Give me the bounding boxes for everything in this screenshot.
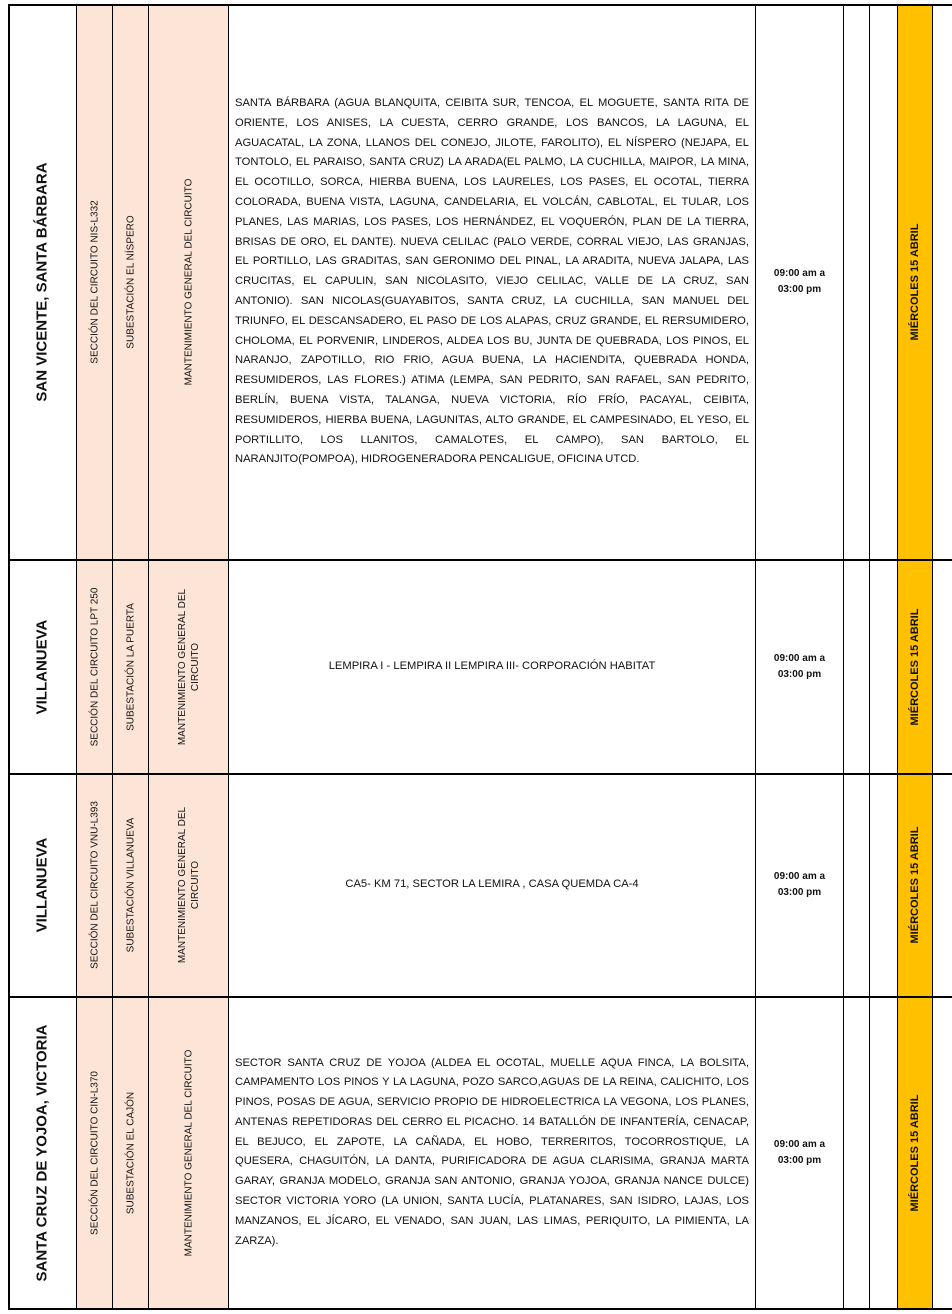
time-end: 03:00 pm xyxy=(777,887,822,898)
substation-cell xyxy=(113,774,149,996)
time-cell xyxy=(756,560,844,773)
date-cell xyxy=(898,560,933,773)
table-border xyxy=(8,1308,952,1310)
date-cell xyxy=(898,997,933,1308)
time-start: 09:00 am a xyxy=(773,268,826,279)
substation-cell xyxy=(113,560,149,773)
areas-cell xyxy=(229,5,756,559)
work-type-label: MANTENIMIENTO GENERAL DEL CIRCUITO xyxy=(176,588,201,745)
work-cell xyxy=(149,5,229,559)
time-range xyxy=(756,651,843,683)
section-cell xyxy=(77,774,113,996)
blank-cell xyxy=(933,997,952,1308)
work-type-label: MANTENIMIENTO GENERAL DEL CIRCUITO xyxy=(183,1049,194,1256)
time-range xyxy=(756,1137,843,1169)
blank-cell xyxy=(933,5,952,559)
time-start: 09:00 am a xyxy=(773,1138,826,1150)
date-cell xyxy=(898,5,933,559)
work-cell xyxy=(149,997,229,1308)
section-cell xyxy=(77,5,113,559)
row-divider xyxy=(8,559,952,561)
municipality-label: VILLANUEVA xyxy=(33,837,51,933)
blank-cell xyxy=(844,560,870,773)
substation-label: SUBESTACIÓN EL CAJÓN xyxy=(125,1091,136,1214)
blank-cell xyxy=(844,5,870,559)
affected-areas-text: SECTOR SANTA CRUZ DE YOJOA (ALDEA EL OCOTAL, MUELLE AQUA FINCA, LA BOLSITA, CAMPAMENTO LOS PINOS Y LA LAGUNA, POZO SARCO,AGUAS DE LA REINA, CALICHITO, LOS PINOS, POSAS DE AGUA, SERVICIO PROPIO DE HIDROELECTRICA LA VEGONA, LOS PLANES, ANTENAS REPETIDORAS DEL CERRO EL PICACHO. 14 BATALLÓN DE INFANTERÍA, CENACAP, EL BEJUCO, EL ZAPOTE, LA CAÑADA, EL HOBO, TERRERITOS, TOCORROSTIQUE, LA QUESERA, CHAGUITÓN, LA DANTA, PURIFICADORA DE AGUA CLARISIMA, GRANJA MARTA GARAY, GRANJA MODELO, GRANJA SAN ANTONIO, GRANJA YOJOA, GRANJA NANCE DULCE) SECTOR VICTORIA YORO (LA UNION, SANTA LUCÍA, PLATANARES, SAN ISIDRO, LAJAS, LOS MANZANOS, EL JÍCARO, EL VENADO, SAN JUAN, LAS LIMAS, PERIQUITO, LA PIMIENTA, LA ZARZA). xyxy=(235,1056,749,1247)
row-divider xyxy=(8,773,952,775)
work-cell xyxy=(149,774,229,996)
work-type-label: MANTENIMIENTO GENERAL DEL CIRCUITO xyxy=(183,178,194,386)
time-range xyxy=(756,266,843,298)
work-type-label: MANTENIMIENTO GENERAL DEL CIRCUITO xyxy=(176,806,201,964)
circuit-section-label: SECCIÓN DEL CIRCUITO NIS-L332 xyxy=(89,200,100,364)
areas-cell xyxy=(229,774,756,996)
municipality-cell xyxy=(8,774,77,996)
municipality-cell xyxy=(8,997,77,1308)
municipality-label: SANTA CRUZ DE YOJOA, VICTORIA xyxy=(33,1024,51,1281)
date-cell xyxy=(898,774,933,996)
time-end: 03:00 pm xyxy=(777,1154,822,1166)
time-cell xyxy=(756,774,844,996)
substation-cell xyxy=(113,5,149,559)
time-end: 03:00 pm xyxy=(777,284,822,295)
substation-label: SUBESTACIÓN EL NÍSPERO xyxy=(125,215,136,349)
blank-cell xyxy=(933,774,952,996)
time-end: 03:00 pm xyxy=(777,668,822,680)
circuit-section-label: SECCIÓN DEL CIRCUITO VNU-L393 xyxy=(89,801,100,969)
affected-areas-text: LEMPIRA I - LEMPIRA II LEMPIRA III- CORPORACIÓN HABITAT xyxy=(328,659,656,672)
date-label: MIÉRCOLES 15 ABRIL xyxy=(909,826,921,944)
time-range xyxy=(756,869,843,901)
areas-cell xyxy=(229,560,756,773)
circuit-section-label: SECCIÓN DEL CIRCUITO LPT 250 xyxy=(89,587,100,746)
time-start: 09:00 am a xyxy=(773,652,826,664)
blank-cell xyxy=(870,560,898,773)
blank-cell xyxy=(870,997,898,1308)
table-row xyxy=(8,5,952,559)
substation-label: SUBESTACIÓN LA PUERTA xyxy=(125,602,136,731)
blank-cell xyxy=(844,997,870,1308)
time-cell xyxy=(756,5,844,559)
date-label: MIÉRCOLES 15 ABRIL xyxy=(909,608,921,725)
table-row xyxy=(8,774,952,996)
municipality-cell xyxy=(8,5,77,559)
substation-cell xyxy=(113,997,149,1308)
row-divider xyxy=(8,996,952,998)
municipality-label: VILLANUEVA xyxy=(33,619,51,714)
affected-areas-text: CA5- KM 71, SECTOR LA LEMIRA , CASA QUEMDA CA-4 xyxy=(345,878,639,891)
section-cell xyxy=(77,997,113,1308)
work-cell xyxy=(149,560,229,773)
blank-cell xyxy=(844,774,870,996)
municipality-cell xyxy=(8,560,77,773)
municipality-label: SAN VICENTE, SANTA BÁRBARA xyxy=(33,162,51,402)
date-label: MIÉRCOLES 15 ABRIL xyxy=(909,223,921,341)
table-row xyxy=(8,997,952,1308)
time-start: 09:00 am a xyxy=(773,871,826,882)
blank-cell xyxy=(870,774,898,996)
date-label: MIÉRCOLES 15 ABRIL xyxy=(909,1094,921,1211)
blank-cell xyxy=(933,560,952,773)
affected-areas-text: SANTA BÁRBARA (AGUA BLANQUITA, CEIBITA SUR, TENCOA, EL MOGUETE, SANTA RITA DE ORIENTE, LOS ANISES, LA CUESTA, CERRO GRANDE, LOS BANCOS, LA LAGUNA, EL AGUACATAL, LA ZONA, LLANOS DEL CONEJO, JILOTE, FAROLITO), EL NÍSPERO (NEJAPA, EL TONTOLO, EL PARAISO, SANTA CRUZ) LA ARADA(EL PALMO, LA CUCHILLA, MAIPOR, LA MINA, EL OCOTILLO, SORCA, HIERBA BUENA, LOS LAURELES, LOS PASES, EL OCOTAL, TIERRA COLORADA, BUENA VISTA, LAGUNA, CANDELARIA, EL VOLCÁN, CABLOTAL, EL TULAR, LOS PLANES, LAS MARIAS, LOS PASES, LOS HERNÁNDEZ, EL VOQUERÓN, PLAN DE LA TIERRA, BRISAS DE ORO, EL DANTE). NUEVA CELILAC (PALO VERDE, CORRAL VIEJO, LAS GRANJAS, EL PORTILLO, LAS GRADITAS, SAN GERONIMO DEL PINAL, LA ARADITA, NUEVA JALAPA, LAS CRUCITAS, EL CAPULIN, SAN NICOLASITO, VIEJO CELILAC, VALLE DE LA CRUZ, SAN ANTONIO). SAN NICOLAS(GUAYABITOS, SANTA CRUZ, LA CUCHILLA, SAN MANUEL DEL TRIUNFO, EL DESCANSADERO, EL PASO DE LOS ALAPAS, CRUZ GRANDE, EL RERSUMIDERO, CHOLOMA, EL PORVENIR, LINDEROS, ALDEA LOS BU, JUNTA DE QUEBRADA, LOS PINOS, EL NARANJO, ZAPOTILLO, RIO FRIO, AGUA BUENA, LA HACIENDITA, QUEBRADA HONDA, RESUMIDEROS, LAS FLORES.) ATIMA (LEMPA, SAN PEDRITO, SAN RAFAEL, SAN PEDRITO, BERLÍN, BUENA VISTA, TALANGA, NUEVA VICTORIA, RÍO FRÍO, PACAYAL, CEIBITA, RESUMIDEROS, HIERBA BUENA, LAGUNITAS, ALTO GRANDE, EL CAMPESINADO, EL YESO, EL PORTILLITO, LOS LLANITOS, CAMALOTES, EL CAMPO), SAN BARTOLO, EL NARANJITO(POMPOA), HIDROGENERADORA PENCALIGUE, OFICINA UTCD. xyxy=(235,96,749,466)
areas-cell xyxy=(229,997,756,1308)
substation-label: SUBESTACIÓN VILLANUEVA xyxy=(125,817,136,953)
table-border xyxy=(8,4,10,1310)
blank-cell xyxy=(870,5,898,559)
section-cell xyxy=(77,560,113,773)
circuit-section-label: SECCIÓN DEL CIRCUITO CIN-L370 xyxy=(89,1070,100,1235)
time-cell xyxy=(756,997,844,1308)
table-row xyxy=(8,560,952,773)
table-border xyxy=(8,4,952,6)
